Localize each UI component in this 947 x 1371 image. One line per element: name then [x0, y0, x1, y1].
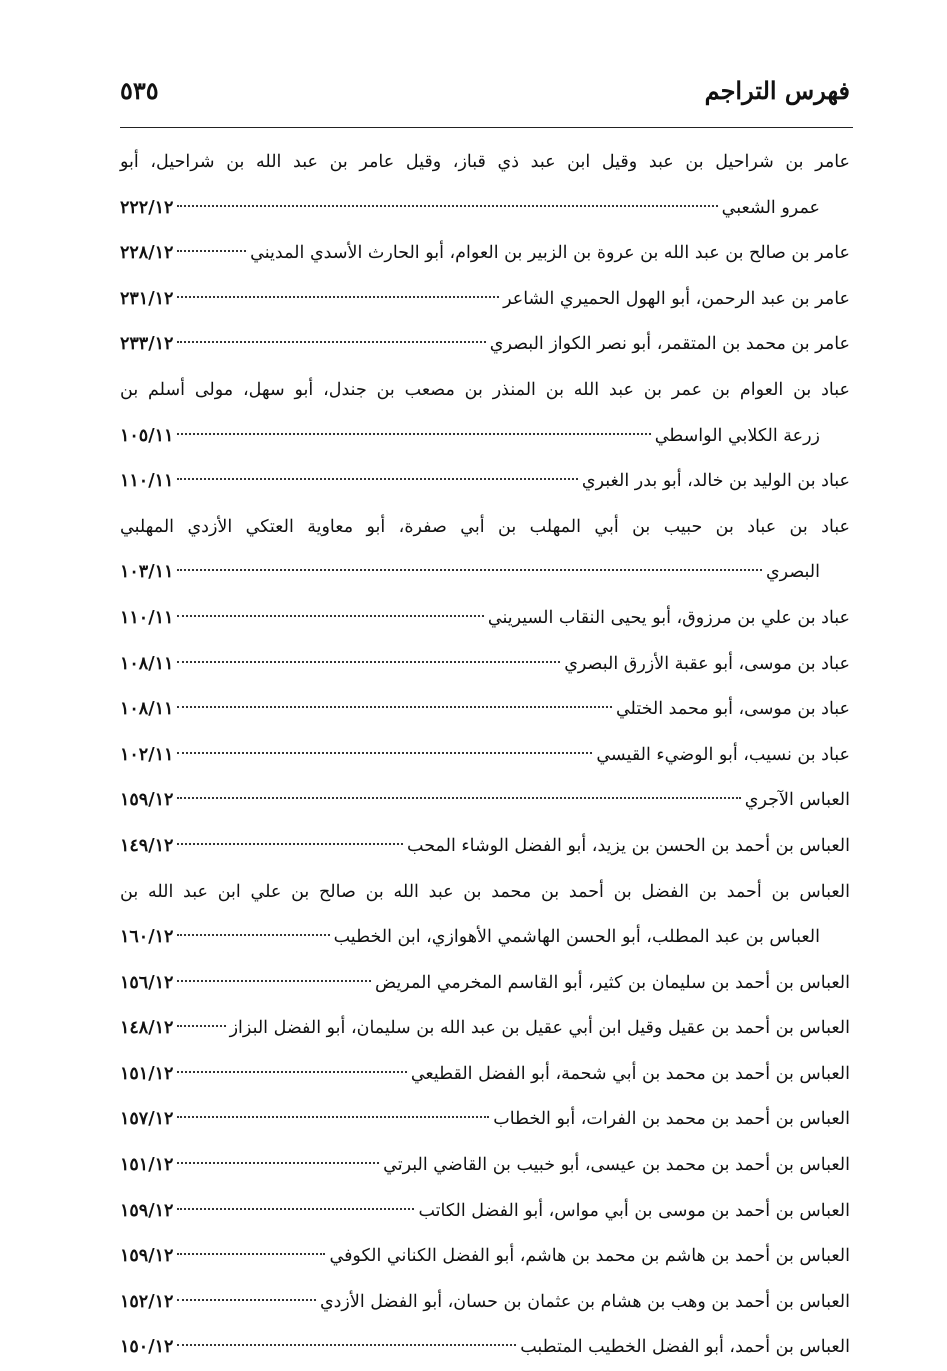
volume-page-ref: ٢٢٢/١٢ [120, 197, 174, 218]
entry-name-continuation: العباس بن عبد المطلب، أبو الحسن الهاشمي الأهوازي، ابن الخطيب [333, 927, 820, 948]
volume-page-ref: ١٠٥/١١ [120, 425, 174, 446]
entry-name-text: العباس بن أحمد بن سليمان بن كثير، أبو القاسم المخرمي المريض [375, 972, 850, 993]
index-entry [120, 505, 850, 596]
dot-leader [177, 797, 740, 799]
entry-name-text: عباد بن موسى، أبو محمد الختلي [615, 699, 850, 720]
page-header [120, 62, 850, 112]
entry-name-text: العباس الآجري [744, 790, 850, 811]
dot-leader [177, 615, 483, 617]
entry-name-text: عباد بن العوام بن عمر بن عبد الله بن المنذر بن مصعب بن جندل، أبو سهل، مولى أسلم بن [120, 379, 850, 400]
index-entry [120, 1097, 850, 1143]
index-entry [120, 140, 850, 231]
index-entry [120, 687, 850, 733]
index-entry [120, 459, 850, 505]
entry-name-text: العباس بن أحمد بن محمد بن الفرات، أبو الخطاب [493, 1109, 850, 1130]
index-entry [120, 1234, 850, 1280]
entry-name-text: العباس بن أحمد بن وهب بن هشام بن عثمان بن حسان، أبو الفضل الأزدي [319, 1291, 850, 1312]
index-entry [120, 1052, 850, 1098]
dot-leader [177, 1025, 225, 1027]
index-entry [120, 231, 850, 277]
index-entry [120, 277, 850, 323]
dot-leader [177, 1299, 316, 1301]
dot-leader [177, 1162, 379, 1164]
volume-page-ref: ١٠٣/١١ [120, 562, 174, 583]
volume-page-ref: ١٥٠/١٢ [120, 1337, 174, 1358]
volume-page-ref: ١٥٩/١٢ [120, 1200, 174, 1221]
index-entry [120, 322, 850, 368]
entry-name-text: عباد بن نسيب، أبو الوضيء القيسي [596, 744, 850, 765]
dot-leader [177, 433, 650, 435]
entry-name-text: العباس بن أحمد بن عقيل وقيل ابن أبي عقيل بن عبد الله بن سليمان، أبو الفضل البزاز [229, 1018, 850, 1039]
volume-page-ref: ١٥٧/١٢ [120, 1109, 174, 1130]
index-entry [120, 778, 850, 824]
volume-page-ref: ٢٣١/١٢ [120, 288, 174, 309]
entry-name-text: عامر بن شراحيل بن عبد وقيل ابن عبد ذي قباز، وقيل عامر بن عبد الله بن شراحيل، أبو [120, 152, 850, 172]
volume-page-ref: ١٠٨/١١ [120, 653, 174, 674]
dot-leader [177, 752, 592, 754]
volume-page-ref: ١٥٦/١٢ [120, 972, 174, 993]
entry-name-continuation: عمرو الشعبي [721, 197, 820, 218]
dot-leader [177, 934, 329, 936]
dot-leader [177, 1344, 516, 1346]
entry-name-text: عباد بن علي بن مرزوق، أبو يحيى النقاب السيريني [487, 607, 850, 628]
index-entry [120, 1325, 850, 1371]
dot-leader [177, 1208, 414, 1210]
index-entry [120, 368, 850, 459]
entry-name-continuation: البصري [765, 562, 820, 583]
entry-name-text: العباس بن أحمد، أبو الفضل الخطيب المتطبب [520, 1337, 850, 1358]
entry-name-text: العباس بن أحمد بن الحسن بن يزيد، أبو الفضل الوشاء المحب [407, 835, 850, 856]
index-entry [120, 961, 850, 1007]
page-number: ٥٣٥ [120, 76, 159, 105]
entry-name-text: عباد بن عباد بن حبيب بن أبي المهلب بن أبي صفرة، أبو معاوية العتكي الأزدي المهلبي [120, 516, 850, 537]
dot-leader [177, 205, 717, 207]
index-entry [120, 1006, 850, 1052]
index-entry [120, 642, 850, 688]
entry-name-text: عباد بن الوليد بن خالد، أبو بدر الغبري [581, 471, 850, 492]
volume-page-ref: ١٥٩/١٢ [120, 790, 174, 811]
dot-leader [177, 296, 499, 298]
dot-leader [177, 1253, 325, 1255]
index-entry [120, 870, 850, 961]
index-entries-list [120, 140, 850, 1371]
dot-leader [177, 980, 371, 982]
index-entry [120, 733, 850, 779]
volume-page-ref: ١١٠/١١ [120, 607, 174, 628]
dot-leader [177, 341, 485, 343]
dot-leader [177, 569, 762, 571]
running-title: فهرس التراجم [704, 76, 850, 105]
index-entry [120, 1189, 850, 1235]
index-entry [120, 1280, 850, 1326]
index-entry [120, 596, 850, 642]
dot-leader [177, 661, 560, 663]
entry-name-text: العباس بن أحمد بن الفضل بن أحمد بن محمد بن عبد الله بن صالح بن علي ابن عبد الله بن [120, 881, 850, 902]
dot-leader [177, 706, 612, 708]
volume-page-ref: ١٥٩/١٢ [120, 1246, 174, 1267]
entry-name-text: عامر بن محمد بن المتقمر، أبو نصر الكواز البصري [489, 334, 850, 355]
volume-page-ref: ١٠٢/١١ [120, 744, 174, 765]
entry-name-text: العباس بن أحمد بن هاشم بن محمد بن هاشم، أبو الفضل الكناني الكوفي [329, 1246, 850, 1267]
dot-leader [177, 478, 578, 480]
volume-page-ref: ٢٢٨/١٢ [120, 243, 174, 264]
dot-leader [177, 1116, 489, 1118]
dot-leader [177, 1071, 406, 1073]
index-entry [120, 824, 850, 870]
entry-name-text: العباس بن أحمد بن موسى بن أبي مواس، أبو الفضل الكاتب [418, 1200, 850, 1221]
volume-page-ref: ١١٠/١١ [120, 471, 174, 492]
index-entry [120, 1143, 850, 1189]
volume-page-ref: ١٥٢/١٢ [120, 1291, 174, 1312]
dot-leader [177, 843, 403, 845]
volume-page-ref: ١٤٨/١٢ [120, 1018, 174, 1039]
entry-name-continuation: زرعة الكلابي الواسطي [654, 425, 820, 446]
volume-page-ref: ١٥١/١٢ [120, 1155, 174, 1176]
volume-page-ref: ١٠٨/١١ [120, 699, 174, 720]
entry-name-text: العباس بن أحمد بن محمد بن عيسى، أبو خبيب بن القاضي البرتي [383, 1155, 850, 1176]
entry-name-text: عامر بن صالح بن عبد الله بن عروة بن الزبير بن العوام، أبو الحارث الأسدي المديني [250, 243, 850, 264]
volume-page-ref: ٢٣٣/١٢ [120, 334, 174, 355]
volume-page-ref: ١٤٩/١٢ [120, 835, 174, 856]
entry-name-text: عامر بن عبد الرحمن، أبو الهول الحميري الشاعر [503, 288, 850, 309]
dot-leader [177, 250, 246, 252]
volume-page-ref: ١٦٠/١٢ [120, 927, 174, 948]
header-rule [120, 127, 853, 128]
entry-name-text: عباد بن موسى، أبو عقبة الأزرق البصري [564, 653, 850, 674]
volume-page-ref: ١٥١/١٢ [120, 1063, 174, 1084]
entry-name-text: العباس بن أحمد بن محمد بن أبي شحمة، أبو الفضل القطيعي [410, 1063, 850, 1084]
